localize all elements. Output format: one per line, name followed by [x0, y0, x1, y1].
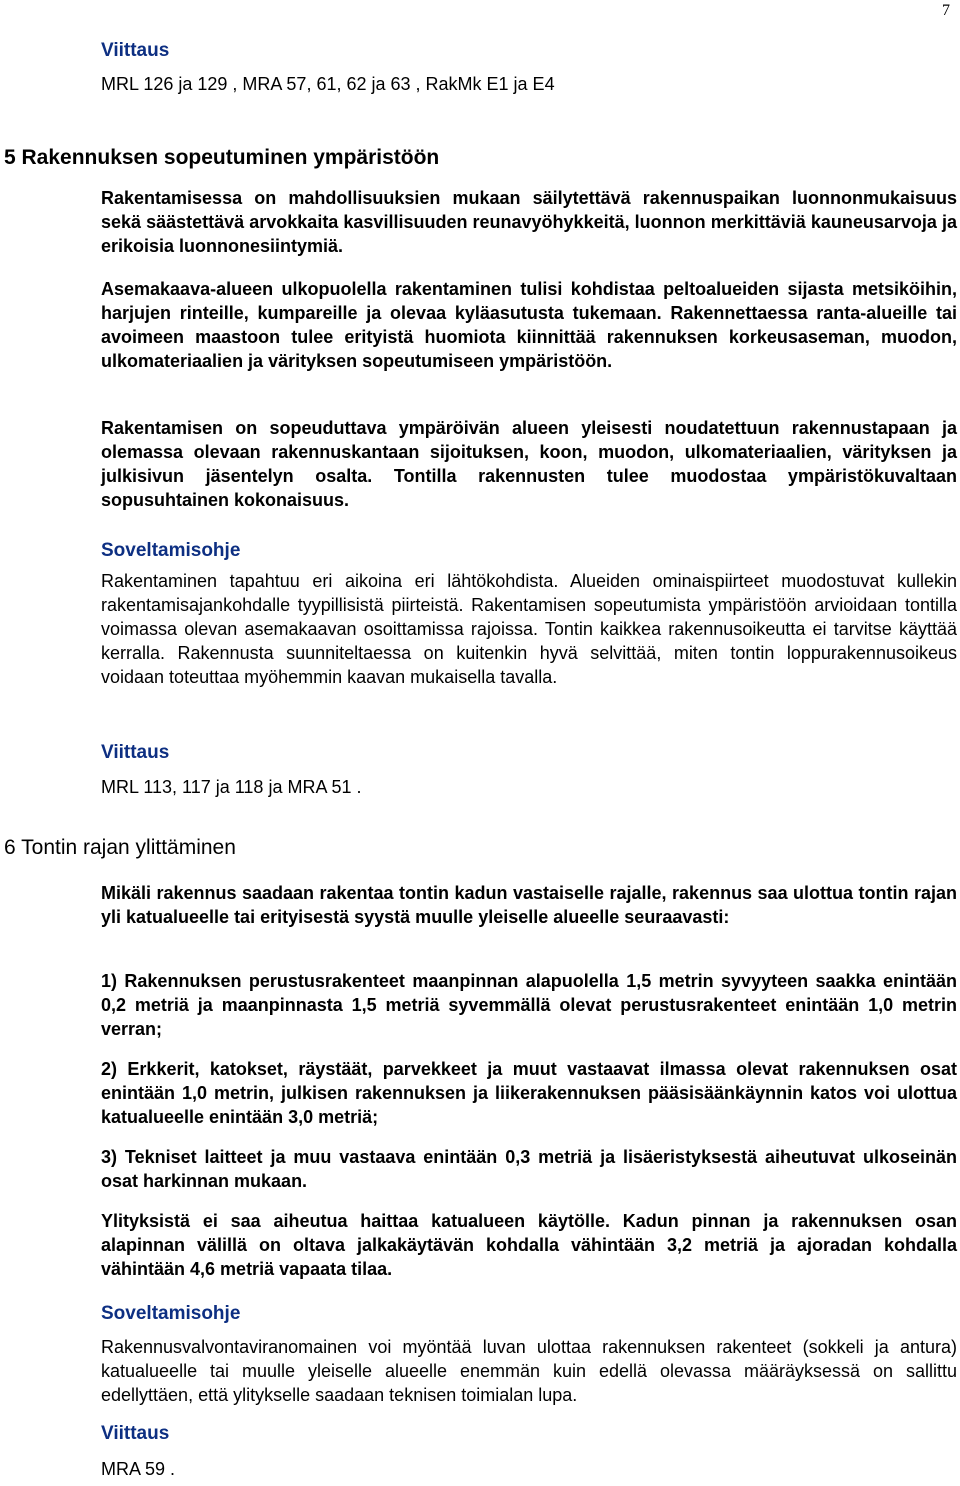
section-title: 6 Tontin rajan ylittäminen	[4, 836, 236, 859]
section-paragraph: Ylityksistä ei saa aiheutua haittaa katualueen käytölle. Kadun pinnan ja rakennuksen osan alapinnan välillä on oltava jalkakäytävän kohdalla vähintään 3,2 metriä ja ajoradan kohdalla vähintään 4,6 metriä vapaata tilaa.	[101, 1211, 957, 1279]
guideline-heading: Soveltamisohje	[101, 1303, 241, 1324]
section-title: 5 Rakennuksen sopeutuminen ympäristöön	[4, 146, 440, 169]
page-number: 7	[942, 2, 950, 19]
guideline-text: Rakennusvalvontaviranomainen voi myöntää luvan ulottaa rakennuksen rakenteet (sokkeli ja antura) katualueelle tai muulle yleiselle alueelle enemmän kuin edellä olevassa määräyksessä on sallittu edellyttäen, että ylitykselle saadaan teknisen toimialan lupa.	[101, 1337, 957, 1405]
reference-heading: Viittaus	[101, 1423, 170, 1444]
section-paragraph: Mikäli rakennus saadaan rakentaa tontin kadun vastaiselle rajalle, rakennus saa ulottua tontin rajan yli katualueelle tai erityisestä syystä muulle yleiselle alueelle seuraavasti:	[101, 883, 957, 927]
reference-heading: Viittaus	[101, 40, 170, 61]
reference-text: MRA 59 .	[101, 1459, 176, 1479]
guideline-heading: Soveltamisohje	[101, 540, 241, 561]
guideline-text: Rakentaminen tapahtuu eri aikoina eri lähtökohdista. Alueiden ominaispiirteet muodostuvat kullekin rakentamisajankohdalle tyypillisistä piirteistä. Rakentamisen sopeutumista ympäristöön arvioidaan tontilla voimassa olevan asemakaavan osoittamissa rajoissa. Tontin kaikkea rakennusoikeutta ei tarvitse käyttää kerralla. Rakennusta suunniteltaessa on kuitenkin hyvä selvittää, miten tontin loppurakennusoikeus voidaan toteuttaa myöhemmin kaavan mukaisella tavalla.	[101, 571, 957, 687]
section-paragraph: Rakentamisessa on mahdollisuuksien mukaan säilytettävä rakennuspaikan luonnonmukaisuus sekä säästettävä arvokkaita kasvillisuuden reunavyöhykkeitä, luonnon merkittäviä kauneusarvoja ja erikoisia luonnonesiintymiä.	[101, 188, 957, 256]
reference-text: MRL 126 ja 129 , MRA 57, 61, 62 ja 63 , RakMk E1 ja E4	[101, 74, 555, 94]
reference-heading: Viittaus	[101, 742, 170, 763]
section-paragraph: Rakentamisen on sopeuduttava ympäröivän alueen yleisesti noudatettuun rakennustapaan ja olemassa olevaan rakennuskantaan sijoituksen, koon, muodon, ulkomateriaalien, värityksen ja julkisivun jäsentelyn osalta. Tontilla rakennusten tulee muodostaa ympäristökuvaltaan sopusuhtainen kokonaisuus.	[101, 418, 957, 510]
list-item: 1) Rakennuksen perustusrakenteet maanpinnan alapuolella 1,5 metrin syvyyteen saakka enintään 0,2 metriä ja maanpinnasta 1,5 metriä syvemmällä olevat perustusrakenteet enintään 1,0 metrin verran;	[101, 971, 957, 1039]
list-item: 3) Tekniset laitteet ja muu vastaava enintään 0,3 metriä ja lisäeristyksestä aiheutuvat ulkoseinän osat harkinnan mukaan.	[101, 1147, 957, 1191]
section-paragraph: Asemakaava-alueen ulkopuolella rakentaminen tulisi kohdistaa peltoalueiden sijasta metsiköihin, harjujen rinteille, kumpareille ja olevaa kyläasutusta tukemaan. Rakennettaessa ranta-alueille tai avoimeen maastoon tulee erityistä huomiota kiinnittää rakennuksen korkeusaseman, muodon, ulkomateriaalien ja värityksen sopeutumiseen ympäristöön.	[101, 279, 957, 371]
list-item: 2) Erkkerit, katokset, räystäät, parvekkeet ja muut vastaavat ilmassa olevat rakennuksen osat enintään 1,0 metrin, julkisen rakennuksen ja liikerakennuksen pääsisäänkäynnin katos voi ulottua katualueelle enintään 3,0 metriä;	[101, 1059, 957, 1127]
reference-text: MRL 113, 117 ja 118 ja MRA 51 .	[101, 777, 362, 797]
